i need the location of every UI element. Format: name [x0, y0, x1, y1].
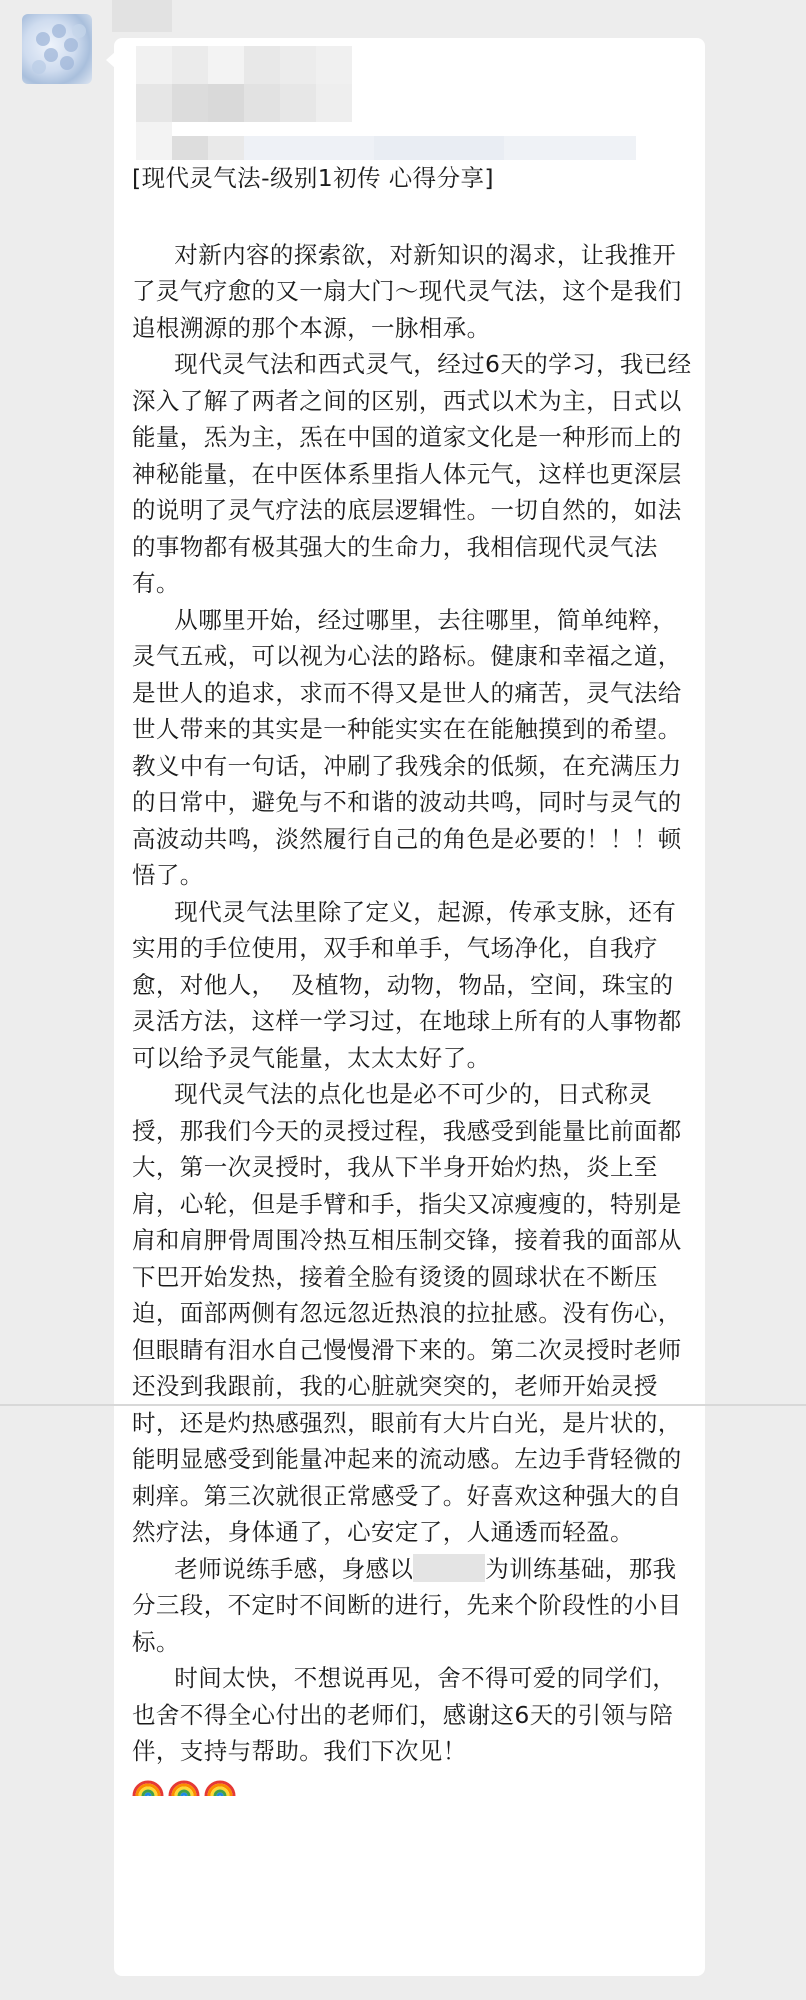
paragraph-part: 为训练基础，那我分三段，不定时不间断的进行，先来个阶段性的小目标。 [132, 1554, 682, 1656]
paragraph: 对新内容的探索欲，对新知识的渴求，让我推开了灵气疗愈的又一扇大门～现代灵气法，这个是我们追根溯源的那个本源，一脉相承。 [132, 240, 682, 342]
paragraph: 现代灵气法里除了定义，起源，传承支脉，还有实用的手位使用，双手和单手，气场净化，自我疗愈，对他人， 及植物，动物，物品，空间，珠宝的灵活方法，这样一学习过，在地球上所有的人事物都可以给予灵气能量，太太太好了。 [132, 897, 682, 1072]
paragraph [132, 1551, 692, 1661]
paragraph: 时间太快，不想说再见，舍不得可爱的同学们，也舍不得全心付出的老师们，感谢这6天的引领与陪伴，支持与帮助。我们下次见！ [132, 1664, 677, 1765]
paragraph-part: 老师说练手感，身感以 [174, 1554, 414, 1583]
redacted-word [413, 1554, 485, 1582]
avatar[interactable] [22, 14, 92, 84]
paragraph: 现代灵气法和西式灵气，经过6天的学习，我已经深入了解了两者之间的区别，西式以术为主，日式以能量，炁为主，炁在中国的道家文化是一种形而上的神秘能量，在中医体系里指人体元气，这样也更深层的说明了灵气疗法的底层逻辑性。一切自然的，如法的事物都有极其强大的生命力，我相信现代灵气法有。 [132, 350, 692, 597]
redacted-mosaic [136, 46, 636, 160]
rainbow-icon [168, 1772, 200, 1794]
rainbow-icon [204, 1772, 236, 1794]
message-text [132, 160, 692, 1794]
paragraph: 从哪里开始，经过哪里，去往哪里，简单纯粹，灵气五戒，可以视为心法的路标。健康和幸福之道，是世人的追求，求而不得又是世人的痛苦，灵气法给世人带来的其实是一种能实实在在能触摸到的希望。教义中有一句话，冲刷了我残余的低频，在充满压力的日常中，避免与不和谐的波动共鸣，同时与灵气的高波动共鸣，淡然履行自己的角色是必要的！！！顿悟了。 [132, 605, 682, 889]
message-title: [现代灵气法-级别1初传 心得分享] [132, 164, 494, 192]
paragraph: 现代灵气法的点化也是必不可少的，日式称灵授，那我们今天的灵授过程，我感受到能量比前面都大，第一次灵授时，我从下半身开始灼热，炎上至肩，心轮，但是手臂和手，指尖又凉瘦瘦的，特别是肩和肩胛骨周围冷热互相压制交锋，接着我的面部从下巴开始发热，接着全脸有烫烫的圆球状在不断压迫，面部两侧有忽远忽近热浪的拉扯感。没有伤心，但眼睛有泪水自己慢慢滑下来的。第二次灵授时老师还没到我跟前，我的心脏就突突的，老师开始灵授时，还是灼热感强烈，眼前有大片白光，是片状的，能明显感受到能量冲起来的流动感。左边手背轻微的刺痒。第三次就很正常感受了。好喜欢这种强大的自然疗法，身体通了，心安定了，人通透而轻盈。 [132, 1080, 682, 1546]
rainbow-icon [132, 1772, 164, 1794]
screenshot-seam [0, 1404, 806, 1406]
emoji-row [132, 1772, 692, 1794]
sender-name-redacted [112, 0, 172, 32]
